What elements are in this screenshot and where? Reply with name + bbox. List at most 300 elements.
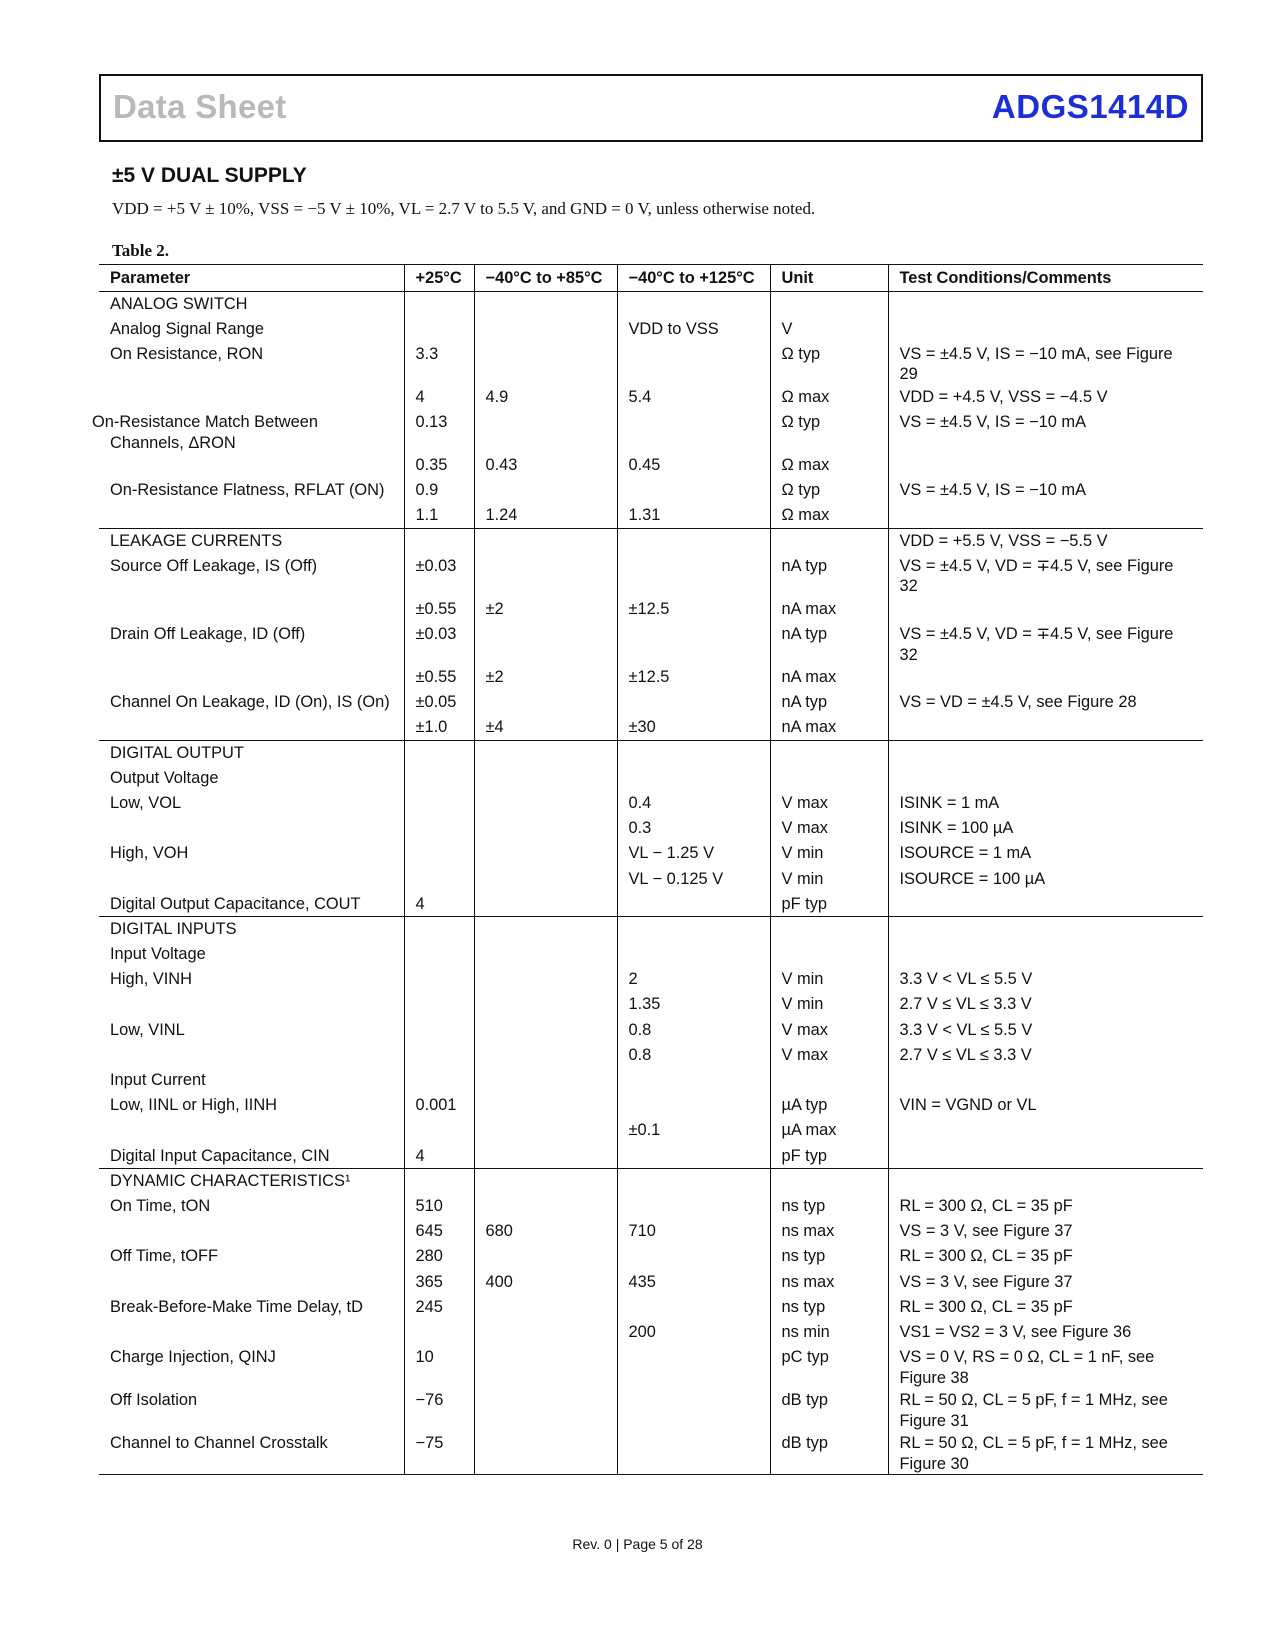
table-row bbox=[99, 1043, 1203, 1068]
cell-unit: Ω typ bbox=[770, 410, 888, 453]
cell-val-125c: 200 bbox=[617, 1320, 770, 1345]
supply-conditions: VDD = +5 V ± 10%, VSS = −5 V ± 10%, VL = 2.7 V to 5.5 V, and GND = 0 V, unless otherwise noted. bbox=[112, 199, 816, 218]
cell-val-85c bbox=[474, 622, 617, 665]
cell-val-125c: 0.8 bbox=[617, 1018, 770, 1043]
cell-unit: nA max bbox=[770, 665, 888, 690]
table-row bbox=[99, 342, 1203, 385]
table-row bbox=[99, 1345, 1203, 1388]
cell-param: Digital Input Capacitance, CIN bbox=[110, 1146, 330, 1165]
cell-conditions: VS = 0 V, RS = 0 Ω, CL = 1 nF, see Figure 38 bbox=[888, 1345, 1203, 1388]
cell-val-25c bbox=[404, 1169, 474, 1194]
page-footer: Rev. 0 | Page 5 of 28 bbox=[572, 1536, 703, 1552]
table-row bbox=[99, 992, 1203, 1017]
cell-param bbox=[99, 503, 404, 528]
cell-unit bbox=[770, 741, 888, 766]
cell-conditions: VS = ±4.5 V, IS = −10 mA bbox=[888, 478, 1203, 503]
cell-val-85c bbox=[474, 342, 617, 385]
cell-val-85c: 4.9 bbox=[474, 385, 617, 410]
cell-unit bbox=[770, 292, 888, 317]
cell-param bbox=[99, 1320, 404, 1345]
cell-unit: ns min bbox=[770, 1320, 888, 1345]
cell-unit: V bbox=[770, 317, 888, 342]
table-row bbox=[99, 1270, 1203, 1295]
cell-val-25c: 3.3 bbox=[404, 342, 474, 385]
cell-val-25c bbox=[404, 867, 474, 892]
cell-val-125c bbox=[617, 1144, 770, 1169]
cell-unit: dB typ bbox=[770, 1431, 888, 1475]
spec-table bbox=[92, 264, 1203, 1475]
cell-conditions bbox=[888, 715, 1203, 740]
cell-val-85c bbox=[474, 1118, 617, 1143]
cell-val-125c bbox=[617, 1295, 770, 1320]
cell-val-25c: 280 bbox=[404, 1244, 474, 1269]
cell-conditions: 3.3 V < VL ≤ 5.5 V bbox=[888, 967, 1203, 992]
cell-val-85c bbox=[474, 1345, 617, 1388]
cell-val-125c bbox=[617, 292, 770, 317]
cell-val-125c bbox=[617, 622, 770, 665]
cell-val-125c bbox=[617, 917, 770, 942]
cell-val-25c: 645 bbox=[404, 1219, 474, 1244]
table-row bbox=[99, 317, 1203, 342]
cell-param: High, VOH bbox=[110, 844, 189, 863]
cell-val-85c bbox=[474, 967, 617, 992]
cell-param: Input Voltage bbox=[110, 945, 206, 964]
cell-conditions bbox=[888, 503, 1203, 528]
cell-val-125c bbox=[617, 1093, 770, 1118]
cell-param: Source Off Leakage, IS (Off) bbox=[110, 556, 318, 575]
cell-unit: pF typ bbox=[770, 1144, 888, 1169]
cell-val-85c bbox=[474, 529, 617, 554]
table-row bbox=[99, 715, 1203, 740]
cell-val-25c bbox=[404, 841, 474, 866]
cell-unit: Ω typ bbox=[770, 478, 888, 503]
cell-param: On Resistance, RON bbox=[110, 344, 264, 363]
table-row bbox=[99, 1093, 1203, 1118]
cell-conditions: VS = ±4.5 V, IS = −10 mA, see Figure 29 bbox=[888, 342, 1203, 385]
cell-conditions: ISOURCE = 1 mA bbox=[888, 841, 1203, 866]
cell-conditions bbox=[888, 942, 1203, 967]
cell-param: Input Current bbox=[110, 1071, 206, 1089]
cell-val-125c bbox=[617, 1345, 770, 1388]
header-title: Data Sheet bbox=[113, 88, 287, 125]
cell-param: Low, VOL bbox=[110, 793, 182, 812]
col-header-unit: Unit bbox=[770, 265, 888, 292]
cell-val-125c: 1.35 bbox=[617, 992, 770, 1017]
table-row bbox=[99, 917, 1203, 942]
cell-param: High, VINH bbox=[110, 970, 192, 989]
cell-unit: Ω max bbox=[770, 503, 888, 528]
cell-unit: Ω max bbox=[770, 385, 888, 410]
cell-val-25c bbox=[404, 816, 474, 841]
cell-val-25c: 0.13 bbox=[404, 410, 474, 453]
cell-param bbox=[99, 715, 404, 740]
cell-val-25c bbox=[404, 967, 474, 992]
table-row bbox=[99, 791, 1203, 816]
table-row bbox=[99, 410, 1203, 453]
cell-val-25c: 0.001 bbox=[404, 1093, 474, 1118]
cell-val-125c bbox=[617, 410, 770, 453]
cell-conditions: RL = 300 Ω, CL = 35 pF bbox=[888, 1194, 1203, 1219]
cell-val-25c: ±0.05 bbox=[404, 690, 474, 715]
cell-val-85c bbox=[474, 478, 617, 503]
cell-val-85c bbox=[474, 992, 617, 1017]
cell-val-125c bbox=[617, 1388, 770, 1431]
cell-val-125c: ±12.5 bbox=[617, 665, 770, 690]
cell-conditions bbox=[888, 292, 1203, 317]
cell-conditions: VS = ±4.5 V, VD = ∓4.5 V, see Figure 32 bbox=[888, 622, 1203, 665]
cell-conditions bbox=[888, 892, 1203, 917]
cell-conditions: 3.3 V < VL ≤ 5.5 V bbox=[888, 1018, 1203, 1043]
cell-conditions: VDD = +4.5 V, VSS = −4.5 V bbox=[888, 385, 1203, 410]
cell-param bbox=[99, 1043, 404, 1068]
table-row bbox=[99, 597, 1203, 622]
cell-val-25c: ±1.0 bbox=[404, 715, 474, 740]
cell-conditions bbox=[888, 317, 1203, 342]
cell-val-25c: 4 bbox=[404, 892, 474, 917]
cell-unit: pC typ bbox=[770, 1345, 888, 1388]
cell-val-85c bbox=[474, 292, 617, 317]
cell-param bbox=[99, 867, 404, 892]
cell-unit: dB typ bbox=[770, 1388, 888, 1431]
cell-conditions bbox=[888, 453, 1203, 478]
table-row bbox=[99, 766, 1203, 791]
cell-val-85c bbox=[474, 917, 617, 942]
table-header-row bbox=[99, 265, 1203, 292]
cell-conditions: RL = 50 Ω, CL = 5 pF, f = 1 MHz, see Figure 31 bbox=[888, 1388, 1203, 1431]
cell-param bbox=[99, 597, 404, 622]
cell-val-25c: 4 bbox=[404, 1144, 474, 1169]
cell-param: On-Resistance Flatness, RFLAT (ON) bbox=[110, 481, 385, 500]
table-row bbox=[99, 1068, 1203, 1093]
cell-val-85c bbox=[474, 1144, 617, 1169]
cell-val-125c: 0.8 bbox=[617, 1043, 770, 1068]
cell-val-25c: ±0.55 bbox=[404, 597, 474, 622]
cell-param: Drain Off Leakage, ID (Off) bbox=[110, 625, 306, 643]
cell-conditions bbox=[888, 741, 1203, 766]
cell-val-125c bbox=[617, 1244, 770, 1269]
cell-unit bbox=[770, 1068, 888, 1093]
cell-unit: nA typ bbox=[770, 554, 888, 597]
table-row bbox=[99, 690, 1203, 715]
cell-conditions: VDD = +5.5 V, VSS = −5.5 V bbox=[888, 529, 1203, 554]
cell-val-125c: ±0.1 bbox=[617, 1118, 770, 1143]
cell-val-25c: 245 bbox=[404, 1295, 474, 1320]
cell-val-85c bbox=[474, 690, 617, 715]
table-row bbox=[99, 1169, 1203, 1194]
cell-unit: ns typ bbox=[770, 1295, 888, 1320]
cell-param: Low, VINL bbox=[110, 1020, 185, 1039]
cell-unit bbox=[770, 942, 888, 967]
cell-val-25c: 1.1 bbox=[404, 503, 474, 528]
cell-val-125c bbox=[617, 1194, 770, 1219]
table-row bbox=[99, 967, 1203, 992]
cell-param: Low, IINL or High, IINH bbox=[110, 1096, 278, 1115]
table-row bbox=[99, 1244, 1203, 1269]
cell-param: Digital Output Capacitance, COUT bbox=[110, 894, 361, 913]
cell-val-85c bbox=[474, 1431, 617, 1475]
cell-val-25c bbox=[404, 529, 474, 554]
cell-conditions: RL = 300 Ω, CL = 35 pF bbox=[888, 1244, 1203, 1269]
cell-val-125c bbox=[617, 529, 770, 554]
cell-conditions: ISOURCE = 100 µA bbox=[888, 867, 1203, 892]
cell-val-25c: 0.9 bbox=[404, 478, 474, 503]
cell-val-85c bbox=[474, 1194, 617, 1219]
cell-param: DIGITAL INPUTS bbox=[99, 917, 404, 942]
cell-val-25c: −76 bbox=[404, 1388, 474, 1431]
table-row bbox=[99, 892, 1203, 917]
cell-val-125c: ±12.5 bbox=[617, 597, 770, 622]
cell-unit: Ω typ bbox=[770, 342, 888, 385]
table-row bbox=[99, 622, 1203, 665]
cell-val-125c bbox=[617, 892, 770, 917]
cell-param bbox=[99, 453, 404, 478]
cell-param: Analog Signal Range bbox=[110, 319, 265, 338]
cell-val-25c bbox=[404, 992, 474, 1017]
cell-unit: V max bbox=[770, 1018, 888, 1043]
cell-unit bbox=[770, 766, 888, 791]
cell-val-25c bbox=[404, 741, 474, 766]
table-row bbox=[99, 478, 1203, 503]
cell-conditions bbox=[888, 1169, 1203, 1194]
cell-val-85c bbox=[474, 892, 617, 917]
cell-param bbox=[99, 385, 404, 410]
cell-param: Output Voltage bbox=[110, 768, 219, 787]
cell-conditions: RL = 300 Ω, CL = 35 pF bbox=[888, 1295, 1203, 1320]
cell-param: DIGITAL OUTPUT bbox=[99, 741, 404, 766]
cell-val-85c: ±2 bbox=[474, 597, 617, 622]
cell-val-85c bbox=[474, 1169, 617, 1194]
cell-val-25c bbox=[404, 292, 474, 317]
cell-val-125c bbox=[617, 1431, 770, 1475]
table-row bbox=[99, 1388, 1203, 1431]
table-row bbox=[99, 1295, 1203, 1320]
table-row bbox=[99, 942, 1203, 967]
cell-val-85c bbox=[474, 741, 617, 766]
col-header-25c: +25°C bbox=[404, 265, 474, 292]
cell-conditions bbox=[888, 1144, 1203, 1169]
col-header-conditions: Test Conditions/Comments bbox=[888, 265, 1203, 292]
cell-param bbox=[99, 665, 404, 690]
cell-val-85c bbox=[474, 1244, 617, 1269]
cell-val-85c bbox=[474, 1018, 617, 1043]
cell-unit: V min bbox=[770, 867, 888, 892]
cell-val-25c bbox=[404, 1068, 474, 1093]
cell-val-25c bbox=[404, 1118, 474, 1143]
cell-val-25c: 0.35 bbox=[404, 453, 474, 478]
cell-unit bbox=[770, 529, 888, 554]
cell-val-25c: 4 bbox=[404, 385, 474, 410]
cell-val-125c bbox=[617, 1169, 770, 1194]
cell-conditions: ISINK = 1 mA bbox=[888, 791, 1203, 816]
table-row bbox=[99, 1018, 1203, 1043]
col-header-85c: −40°C to +85°C bbox=[474, 265, 617, 292]
cell-conditions: 2.7 V ≤ VL ≤ 3.3 V bbox=[888, 1043, 1203, 1068]
table-row bbox=[99, 292, 1203, 317]
cell-val-25c bbox=[404, 1043, 474, 1068]
table-row bbox=[99, 503, 1203, 528]
table-row bbox=[99, 816, 1203, 841]
cell-val-25c: ±0.03 bbox=[404, 554, 474, 597]
cell-conditions: VS = 3 V, see Figure 37 bbox=[888, 1270, 1203, 1295]
cell-unit: µA typ bbox=[770, 1093, 888, 1118]
cell-val-125c: 1.31 bbox=[617, 503, 770, 528]
cell-val-25c bbox=[404, 942, 474, 967]
cell-unit: µA max bbox=[770, 1118, 888, 1143]
cell-conditions: RL = 50 Ω, CL = 5 pF, f = 1 MHz, see Figure 30 bbox=[888, 1431, 1203, 1475]
cell-val-25c: 365 bbox=[404, 1270, 474, 1295]
cell-param bbox=[99, 816, 404, 841]
page-header bbox=[99, 74, 1203, 142]
cell-conditions: VIN = VGND or VL bbox=[888, 1093, 1203, 1118]
cell-unit: V min bbox=[770, 992, 888, 1017]
table-row bbox=[99, 1194, 1203, 1219]
cell-val-125c bbox=[617, 478, 770, 503]
cell-val-85c: ±4 bbox=[474, 715, 617, 740]
cell-val-125c: VL − 1.25 V bbox=[617, 841, 770, 866]
cell-val-125c: VDD to VSS bbox=[617, 317, 770, 342]
cell-val-25c bbox=[404, 1320, 474, 1345]
cell-val-85c bbox=[474, 410, 617, 453]
cell-unit: nA typ bbox=[770, 690, 888, 715]
cell-val-125c: 5.4 bbox=[617, 385, 770, 410]
cell-val-85c bbox=[474, 1320, 617, 1345]
cell-val-125c bbox=[617, 342, 770, 385]
cell-val-85c bbox=[474, 766, 617, 791]
cell-val-25c bbox=[404, 317, 474, 342]
cell-unit: ns typ bbox=[770, 1244, 888, 1269]
cell-param: Charge Injection, QINJ bbox=[110, 1348, 276, 1367]
cell-param: Off Isolation bbox=[110, 1391, 198, 1410]
cell-unit: Ω max bbox=[770, 453, 888, 478]
cell-val-85c bbox=[474, 1295, 617, 1320]
table-row bbox=[99, 1320, 1203, 1345]
cell-val-85c bbox=[474, 1043, 617, 1068]
cell-val-85c: 400 bbox=[474, 1270, 617, 1295]
cell-val-85c bbox=[474, 791, 617, 816]
cell-param bbox=[99, 1270, 404, 1295]
cell-val-125c: ±30 bbox=[617, 715, 770, 740]
cell-val-25c: −75 bbox=[404, 1431, 474, 1475]
cell-param bbox=[99, 1219, 404, 1244]
cell-param: On-Resistance Match Between Channels, ΔRON bbox=[92, 413, 318, 452]
cell-val-125c: 2 bbox=[617, 967, 770, 992]
cell-conditions bbox=[888, 665, 1203, 690]
cell-unit: pF typ bbox=[770, 892, 888, 917]
cell-conditions: 2.7 V ≤ VL ≤ 3.3 V bbox=[888, 992, 1203, 1017]
cell-val-85c: 0.43 bbox=[474, 453, 617, 478]
cell-val-125c: 0.45 bbox=[617, 453, 770, 478]
table-row bbox=[99, 1144, 1203, 1169]
cell-val-25c bbox=[404, 766, 474, 791]
cell-val-125c bbox=[617, 741, 770, 766]
cell-param: LEAKAGE CURRENTS bbox=[99, 529, 404, 554]
table-row bbox=[99, 453, 1203, 478]
col-header-parameter: Parameter bbox=[99, 265, 404, 292]
cell-unit bbox=[770, 917, 888, 942]
cell-unit: V max bbox=[770, 791, 888, 816]
cell-val-85c bbox=[474, 1093, 617, 1118]
cell-unit: nA max bbox=[770, 715, 888, 740]
cell-val-125c bbox=[617, 1068, 770, 1093]
cell-unit: V min bbox=[770, 841, 888, 866]
cell-conditions bbox=[888, 597, 1203, 622]
cell-val-125c: 710 bbox=[617, 1219, 770, 1244]
cell-val-85c bbox=[474, 1388, 617, 1431]
cell-val-85c bbox=[474, 816, 617, 841]
cell-conditions: VS = VD = ±4.5 V, see Figure 28 bbox=[888, 690, 1203, 715]
cell-param: ANALOG SWITCH bbox=[110, 295, 248, 313]
cell-val-25c: 510 bbox=[404, 1194, 474, 1219]
cell-val-85c: ±2 bbox=[474, 665, 617, 690]
cell-conditions: VS = ±4.5 V, VD = ∓4.5 V, see Figure 32 bbox=[888, 554, 1203, 597]
cell-param: On Time, tON bbox=[110, 1196, 211, 1215]
cell-val-125c: 435 bbox=[617, 1270, 770, 1295]
cell-unit: ns max bbox=[770, 1270, 888, 1295]
cell-val-125c bbox=[617, 766, 770, 791]
table-row bbox=[99, 665, 1203, 690]
table-row bbox=[99, 554, 1203, 597]
cell-unit: nA max bbox=[770, 597, 888, 622]
header-part-number: ADGS1414D bbox=[991, 88, 1189, 125]
cell-conditions bbox=[888, 1118, 1203, 1143]
cell-val-85c: 1.24 bbox=[474, 503, 617, 528]
cell-conditions: VS1 = VS2 = 3 V, see Figure 36 bbox=[888, 1320, 1203, 1345]
cell-conditions bbox=[888, 766, 1203, 791]
cell-val-85c bbox=[474, 942, 617, 967]
cell-val-85c bbox=[474, 867, 617, 892]
cell-param: DYNAMIC CHARACTERISTICS¹ bbox=[99, 1169, 404, 1194]
cell-param bbox=[99, 1118, 404, 1143]
cell-val-125c: 0.4 bbox=[617, 791, 770, 816]
cell-val-85c bbox=[474, 1068, 617, 1093]
table-row bbox=[99, 385, 1203, 410]
cell-val-125c: VL − 0.125 V bbox=[617, 867, 770, 892]
table-caption: Table 2. bbox=[112, 241, 170, 260]
table-row bbox=[99, 741, 1203, 766]
cell-val-125c: 0.3 bbox=[617, 816, 770, 841]
cell-unit bbox=[770, 1169, 888, 1194]
cell-val-85c bbox=[474, 554, 617, 597]
cell-val-85c: 680 bbox=[474, 1219, 617, 1244]
table-row bbox=[99, 867, 1203, 892]
cell-unit: V max bbox=[770, 1043, 888, 1068]
cell-val-125c bbox=[617, 942, 770, 967]
table-row bbox=[99, 841, 1203, 866]
table-row bbox=[99, 529, 1203, 554]
table-row bbox=[99, 1431, 1203, 1475]
cell-val-25c bbox=[404, 917, 474, 942]
cell-val-25c: ±0.03 bbox=[404, 622, 474, 665]
cell-param: Break-Before-Make Time Delay, tD bbox=[110, 1297, 363, 1316]
cell-param: Channel to Channel Crosstalk bbox=[99, 1431, 404, 1475]
cell-val-125c bbox=[617, 554, 770, 597]
cell-unit: nA typ bbox=[770, 622, 888, 665]
cell-unit: V max bbox=[770, 816, 888, 841]
cell-param: Off Time, tOFF bbox=[110, 1247, 219, 1266]
table-row bbox=[99, 1118, 1203, 1143]
cell-conditions: ISINK = 100 µA bbox=[888, 816, 1203, 841]
section-title: ±5 V DUAL SUPPLY bbox=[112, 164, 307, 187]
cell-val-25c bbox=[404, 1018, 474, 1043]
cell-unit: ns max bbox=[770, 1219, 888, 1244]
cell-param: Channel On Leakage, ID (On), IS (On) bbox=[110, 693, 390, 712]
cell-val-85c bbox=[474, 317, 617, 342]
cell-conditions: VS = ±4.5 V, IS = −10 mA bbox=[888, 410, 1203, 453]
cell-val-125c bbox=[617, 690, 770, 715]
table-row bbox=[99, 1219, 1203, 1244]
cell-val-85c bbox=[474, 841, 617, 866]
cell-conditions bbox=[888, 1068, 1203, 1093]
